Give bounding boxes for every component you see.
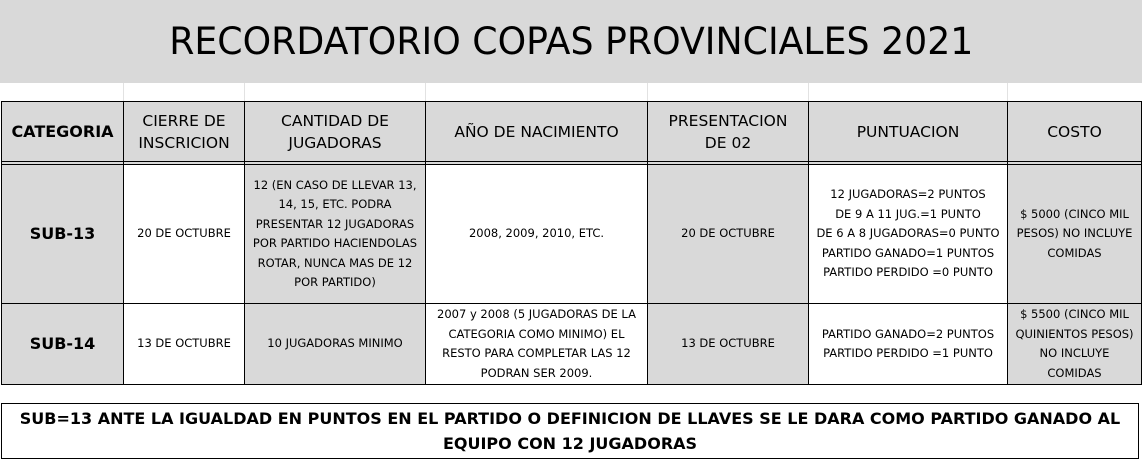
header-anio: AÑO DE NACIMIENTO: [426, 102, 648, 162]
table-row: [2, 304, 1142, 385]
table-row: [2, 165, 1142, 304]
cell-puntuacion: PARTIDO GANADO=2 PUNTOS PARTIDO PERDIDO =1 PUNTO: [809, 304, 1008, 385]
header-categoria: CATEGORIA: [2, 102, 124, 162]
cell-cantidad: 12 (EN CASO DE LLEVAR 13, 14, 15, ETC. PODRA PRESENTAR 12 JUGADORAS POR PARTIDO HACIENDOLAS ROTAR, NUNCA MAS DE 12 POR PARTIDO): [245, 165, 426, 304]
header-row: [2, 102, 1142, 162]
cell-costo: $ 5000 (CINCO MIL PESOS) NO INCLUYE COMIDAS: [1008, 165, 1142, 304]
cell-anio: 2007 y 2008 (5 JUGADORAS DE LA CATEGORIA COMO MINIMO) EL RESTO PARA COMPLETAR LAS 12 PODRAN SER 2009.: [426, 304, 648, 385]
cell-presentacion: 13 DE OCTUBRE: [648, 304, 809, 385]
cell-anio: 2008, 2009, 2010, ETC.: [426, 165, 648, 304]
footer-line: SUB=13 ANTE LA IGUALDAD EN PUNTOS EN EL PARTIDO O DEFINICION DE LLAVES SE LE DARA COMO PARTIDO GANADO AL: [19, 409, 1121, 428]
header-costo: COSTO: [1008, 102, 1142, 162]
header-puntuacion: PUNTUACION: [809, 102, 1008, 162]
cell-cantidad: 10 JUGADORAS MINIMO: [245, 304, 426, 385]
cell-categoria: SUB-14: [2, 304, 124, 385]
header-presentacion: PRESENTACION DE 02: [648, 102, 809, 162]
cell-costo: $ 5500 (CINCO MIL QUINIENTOS PESOS) NO INCLUYE COMIDAS: [1008, 304, 1142, 385]
cell-categoria: SUB-13: [2, 165, 124, 304]
info-table: [1, 101, 1142, 385]
header-cantidad: CANTIDAD DE JUGADORAS: [245, 102, 426, 162]
cell-puntuacion: 12 JUGADORAS=2 PUNTOS DE 9 A 11 JUG.=1 PUNTO DE 6 A 8 JUGADORAS=0 PUNTO PARTIDO GANADO=1 PUNTOS PARTIDO PERDIDO =0 PUNTO: [809, 165, 1008, 304]
title-banner: [0, 0, 1142, 83]
header-cierre: CIERRE DE INSCRICION: [124, 102, 245, 162]
spreadsheet-gridlines: [0, 83, 1142, 101]
footer-note: [1, 403, 1139, 459]
cell-cierre: 20 DE OCTUBRE: [124, 165, 245, 304]
page-title: RECORDATORIO COPAS PROVINCIALES 2021: [168, 20, 974, 63]
footer-line: EQUIPO CON 12 JUGADORAS: [442, 434, 698, 453]
cell-presentacion: 20 DE OCTUBRE: [648, 165, 809, 304]
cell-cierre: 13 DE OCTUBRE: [124, 304, 245, 385]
